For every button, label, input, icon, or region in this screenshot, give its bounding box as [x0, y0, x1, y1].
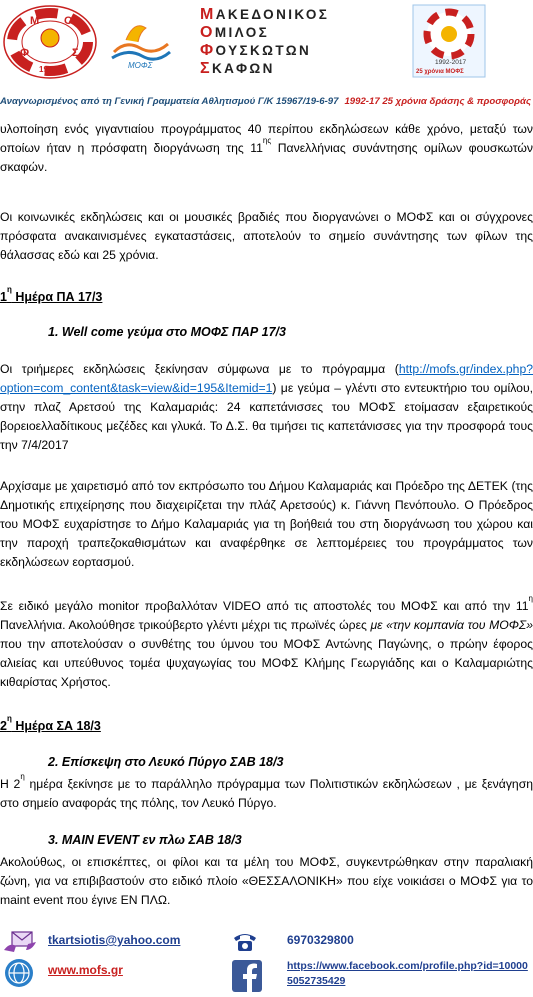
event-2-heading: 2. Επίσκεψη στο Λευκό Πύργο ΣΑΒ 18/3 — [48, 755, 284, 769]
intro-paragraph-1: υλοποίηση ενός γιγαντιαίου προγράμματος 40 περίπου εκδηλώσεων κάθε χρόνο, μεταξύ των οποίων ήταν η πρόσφατη διοργάνωση της $11^{\eta\varsigma}$ Πανελλήνιας συνάντησης ομίλων φουσκωτών σκαφών. — [0, 122, 533, 174]
svg-text:Φ: Φ — [20, 47, 30, 59]
program-link[interactable]: http://mofs.gr/index.php?option=com_content&task=view&id=195&Itemid=1 — [0, 362, 533, 395]
svg-text:Ο: Ο — [64, 15, 73, 27]
event-2-paragraph: Η $2^\eta$ ημέρα ξεκίνησε με το παράλληλο πρόγραμμα των Πολιτιστικών εκδηλώσεων , με ξενάγηση στο σημείο αναφοράς της πόλης, τον Λευκό Πύργο. — [0, 771, 533, 810]
facebook-link[interactable]: https://www.facebook.com/profile.php?id=100005052735429 — [287, 960, 528, 987]
svg-text:Σ: Σ — [72, 47, 79, 59]
anniversary-25-logo — [412, 4, 486, 78]
letterhead — [0, 0, 533, 107]
svg-text:1992-2017: 1992-2017 — [435, 59, 467, 66]
org-line-1: ΜΑΚΕΔΟΝΙΚΟΣ — [200, 6, 330, 23]
website-link[interactable]: www.mofs.gr — [48, 963, 123, 977]
phone-number: 6970329800 — [287, 933, 354, 947]
video-paragraph: Σε ειδικό μεγάλο monitor προβαλλόταν VIDEO από τις αποστολές του ΜΟΦΣ και από την $11^\eta$ Πανελλήνια. Ακολούθησε τρικούβερτο γλέντι μέχρι τις πρωϊνές ώρες με «την κομπανία του ΜΟΦΣ» που την αποτελούσαν ο συνθέτης του ύμνου του ΜΟΦΣ Αντώνης Παγώνης, ο πρώην έφορος αλιείας και υπεύθυνος τομέα ψυχαγωγίας του ΜΟΦΣ Κλήμης Γεωργιάδης και ο Καλαμαριώτης κιθαρίστας Χρήστος. — [0, 593, 533, 689]
org-line-3: ΦΟΥΣΚΩΤΩΝ — [200, 42, 312, 59]
svg-text:ΜΟΦΣ: ΜΟΦΣ — [128, 61, 153, 70]
email-hands-icon — [2, 928, 38, 954]
anniversary-caption: 25 χρόνια ΜΟΦΣ — [416, 69, 464, 75]
mofs-lifebuoy-logo — [2, 4, 98, 80]
greeting-paragraph: Αρχίσαμε με χαιρετισμό από τον εκπρόσωπο του Δήμου Καλαμαριάς και Πρόεδρο της ΔΕΤΕΚ (της Δημοτικής επιχείρησης που διαχειρίζεται την πλάζ Αρετσούς) κ. Γιάννη Πενόπουλο. Ο Πρόεδρος του ΜΟΦΣ ευχαρίστησε το Δήμο Καλαμαριάς για τη βοήθειά του στη διοργάνωση του χώρου και την παροχή τραπεζοκαθισμάτων και αναφέρθηκε σε λεπτομέρειες του προγράμματος των εκδηλώσεων εορτασμού. — [0, 479, 533, 569]
recognition-text: Αναγνωρισμένος από τη Γενική Γραμματεία Αθλητισμού Γ/Κ 15967/19-6-97 — [0, 96, 339, 107]
event-1-heading: 1. Well come γεύμα στο ΜΟΦΣ ΠΑΡ 17/3 — [48, 325, 286, 339]
globe-icon — [4, 958, 34, 988]
anniversary-text: 1992-17 25 χρόνια δράσης & προσφοράς — [344, 96, 532, 107]
svg-text:1992: 1992 — [39, 65, 57, 74]
event-3-heading: 3. MAIN EVENT εν πλω ΣΑΒ 18/3 — [48, 833, 242, 847]
intro-paragraph-2: Οι κοινωνικές εκδηλώσεις και οι μουσικές βραδιές που διοργανώνει ο ΜΟΦΣ και οι σύγχρονες πρόσφατα ανακαινισμένες εγκαταστάσεις, αποτελούν το σημείο συνάντησης των φίλων της θάλασσας εδώ και 25 χρόνια. — [0, 210, 533, 262]
event-1-paragraph: Οι τριήμερες εκδηλώσεις ξεκίνησαν σύμφωνα με το πρόγραμμα (http://mofs.gr/index.php?option=com_content&task=view&id=195&Itemid=1) με γεύμα – γλέντι στο εντευκτήριο του ομίλου, στην πλαζ Αρετσού της Καλαμαριάς: 24 καπετάνισσες του ΜΟΦΣ ετοίμασαν εξαιρετικούς βορειοελλαδίτικους μεζέδες και γλυκά. Το Δ.Σ. θα τιμήσει τις καπετάνισσες για την προσφορά τους την 7/4/2017 — [0, 362, 533, 452]
org-line-4: ΣΚΑΦΩΝ — [200, 60, 275, 77]
day-2-heading: $2^\eta$ Ημέρα ΣΑ 18/3 — [0, 713, 101, 733]
contact-footer — [0, 926, 533, 997]
telephone-icon — [232, 930, 258, 952]
mofs-wave-logo — [106, 10, 176, 70]
email-link[interactable]: tkartsiotis@yahoo.com — [48, 933, 181, 947]
event-3-paragraph: Ακολούθως, οι επισκέπτες, οι φίλοι και τα μέλη του ΜΟΦΣ, συγκεντρώθηκαν στην παραλιακή ζώνη, για να επιβιβαστούν στο ειδικό πλοίο «ΘΕΣΣΑΛΟΝΙΚΗ» που είχε νοικιάσει ο ΜΟΦΣ για το maint event που έγινε ΕΝ ΠΛΩ. — [0, 855, 533, 907]
day-1-heading: $1^\eta$ Ημέρα ΠΑ 17/3 — [0, 284, 103, 304]
organization-name — [200, 6, 370, 78]
recognition-line — [0, 96, 533, 107]
facebook-icon — [232, 960, 262, 992]
svg-text:Μ: Μ — [30, 15, 40, 27]
org-line-2: ΟΜΙΛΟΣ — [200, 24, 270, 41]
